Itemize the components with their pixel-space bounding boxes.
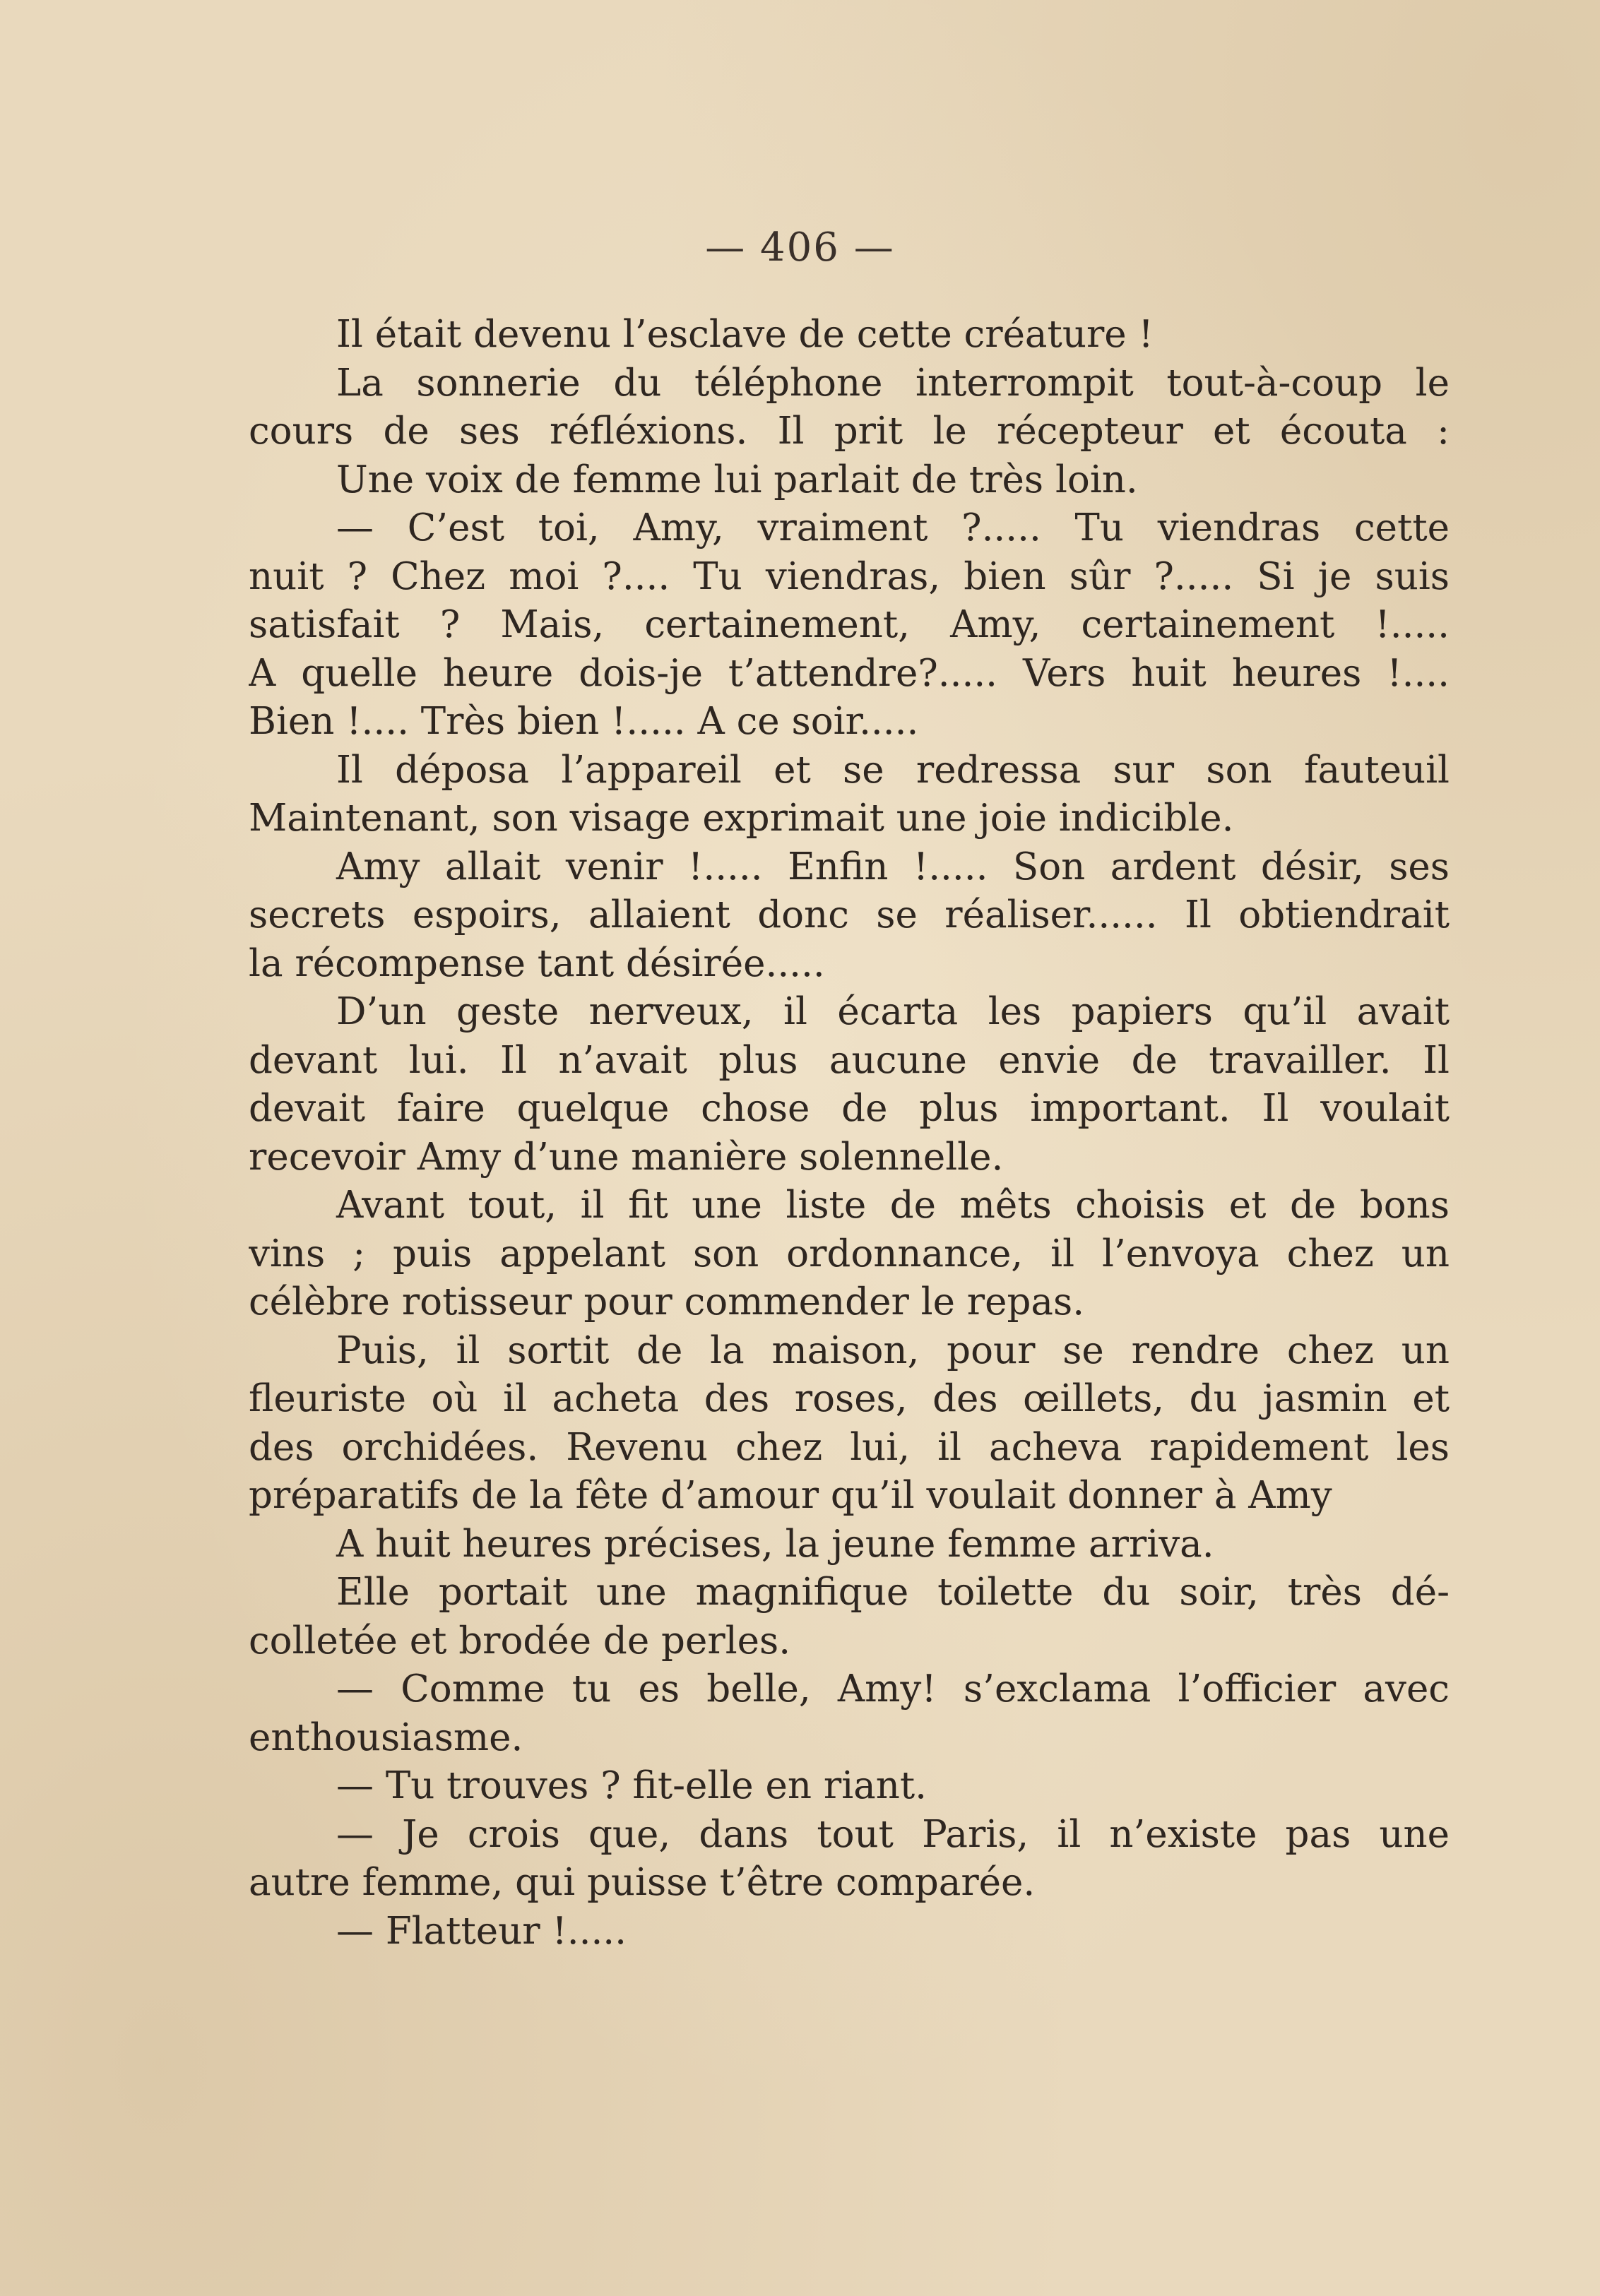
text-line: la récompense tant désirée..... (249, 941, 825, 985)
text-line: A huit heures précises, la jeune femme arriva. (336, 1522, 1214, 1566)
text-line: autre femme, qui puisse t’être comparée. (249, 1861, 1036, 1904)
text-line: A quelle heure dois-je t’attendre?..... Vers huit heures !.... (249, 651, 1450, 695)
text-line: satisfait ? Mais, certainement, Amy, certainement !..... (249, 603, 1450, 646)
text-line: colletée et brodée de perles. (249, 1619, 791, 1662)
text-line: Avant tout, il fit une liste de mêts choisis et de bons (336, 1184, 1450, 1227)
page-number: — 406 — (705, 225, 895, 270)
text-line: Bien !.... Très bien !..... A ce soir..... (249, 700, 919, 743)
text-line: enthousiasme. (249, 1715, 523, 1759)
text-line: célèbre rotisseur pour commender le repas. (249, 1280, 1085, 1324)
text-line: — Comme tu es belle, Amy! s’exclama l’officier avec (336, 1667, 1450, 1711)
text-line: des orchidées. Revenu chez lui, il acheva rapidement les (249, 1425, 1450, 1469)
text-line: Amy allait venir !..... Enfin !..... Son ardent désir, ses (336, 845, 1450, 888)
text-line: — Flatteur !..... (336, 1909, 627, 1953)
body-text (249, 311, 1450, 1956)
text-line: Une voix de femme lui parlait de très loin. (336, 458, 1138, 501)
text-line: préparatifs de la fête d’amour qu’il voulait donner à Amy (249, 1474, 1332, 1517)
text-line: secrets espoirs, allaient donc se réaliser...... Il obtiendrait (249, 893, 1450, 936)
text-line: Puis, il sortit de la maison, pour se rendre chez un (336, 1328, 1450, 1372)
text-line: Elle portait une magnifique toilette du soir, très dé- (336, 1571, 1450, 1614)
text-line: — C’est toi, Amy, vraiment ?..... Tu viendras cette (336, 506, 1450, 549)
text-line: recevoir Amy d’une manière solennelle. (249, 1135, 1004, 1179)
text-line: Il déposa l’appareil et se redressa sur son fauteuil (336, 748, 1450, 792)
text-line: — Tu trouves ? fit-elle en riant. (336, 1764, 928, 1807)
text-line: vins ; puis appelant son ordonnance, il l’envoya chez un (249, 1232, 1450, 1275)
text-line: — Je crois que, dans tout Paris, il n’existe pas une (336, 1812, 1450, 1856)
text-line: nuit ? Chez moi ?.... Tu viendras, bien sûr ?..... Si je suis (249, 554, 1450, 598)
text-line: devant lui. Il n’avait plus aucune envie de travailler. Il (249, 1038, 1450, 1082)
text-line: fleuriste où il acheta des roses, des œillets, du jasmin et (249, 1377, 1450, 1420)
text-line: La sonnerie du téléphone interrompit tout-à-coup le (336, 361, 1450, 405)
text-line: devait faire quelque chose de plus important. Il voulait (249, 1087, 1450, 1130)
text-line: Il était devenu l’esclave de cette créature ! (336, 313, 1154, 356)
text-line: cours de ses réfléxions. Il prit le récepteur et écouta : (249, 410, 1450, 453)
text-line: D’un geste nerveux, il écarta les papiers qu’il avait (336, 990, 1450, 1033)
text-line: Maintenant, son visage exprimait une joie indicible. (249, 797, 1234, 840)
